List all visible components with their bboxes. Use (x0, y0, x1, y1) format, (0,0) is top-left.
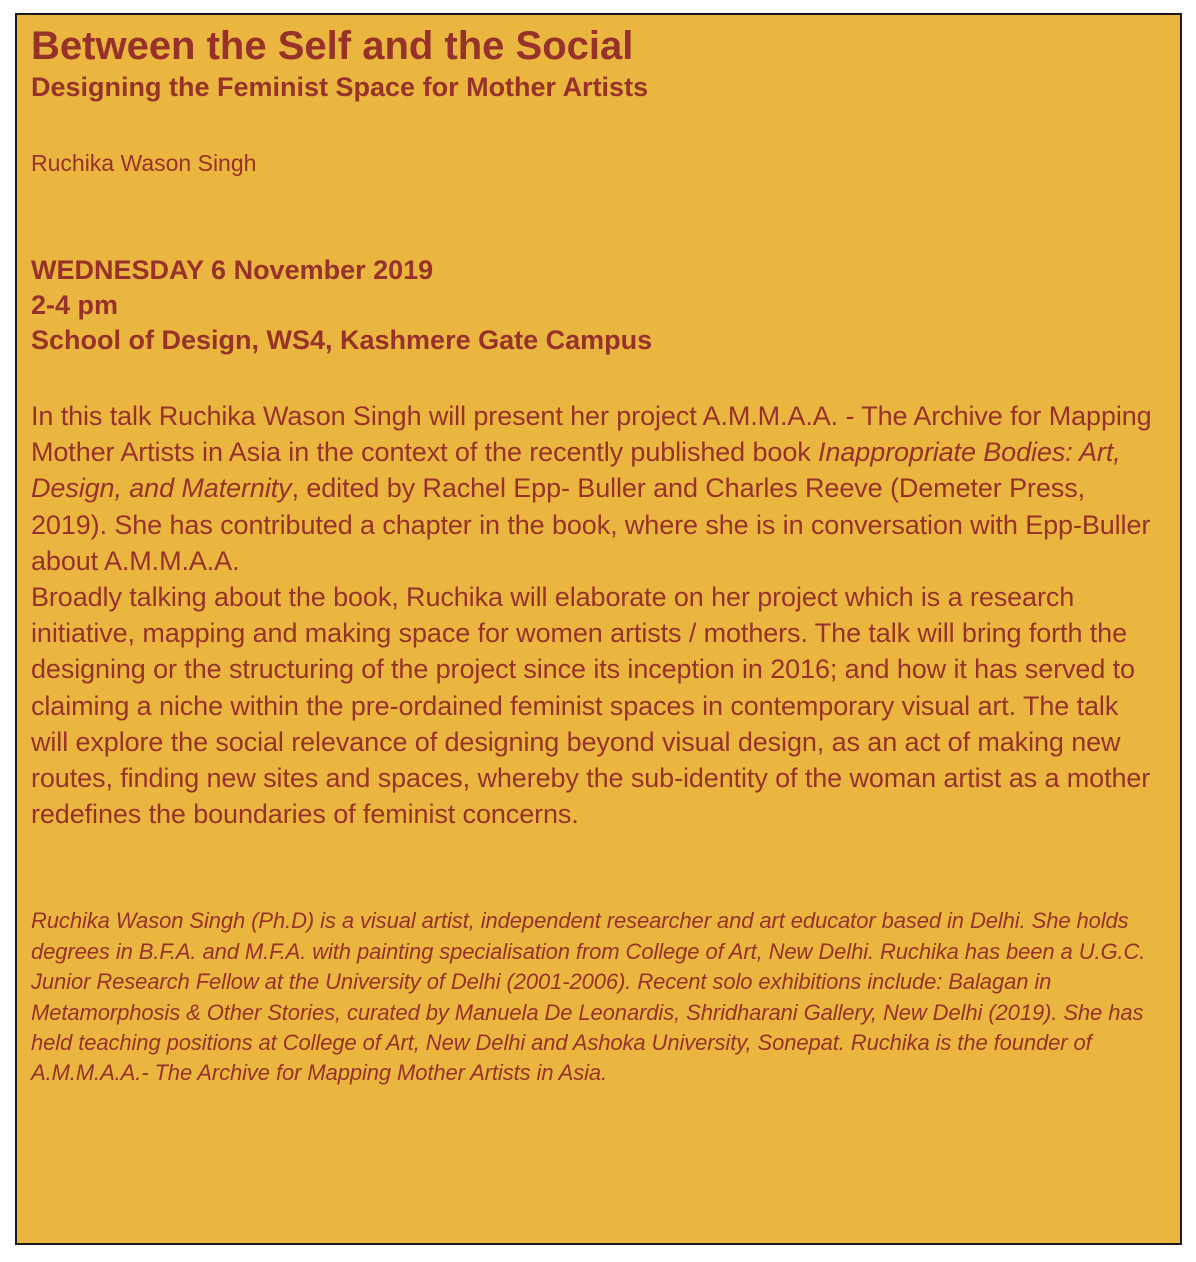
description-intro: In this talk Ruchika Wason Singh will present her project A.M.M.A.A. - The Archive for Mapping Mother Artists in Asia in the context of the recently published book (31, 401, 1152, 468)
event-flyer (15, 13, 1182, 1245)
event-date: WEDNESDAY 6 November 2019 (31, 255, 434, 285)
event-venue: School of Design, WS4, Kashmere Gate Campus (31, 325, 653, 355)
book-title: Inappropriate Bodies: Art, Design, and Maternity (31, 437, 1121, 504)
speaker-bio: Ruchika Wason Singh (Ph.D) is a visual artist, independent researcher and art educator based in Delhi. She holds degrees in B.F.A. and M.F.A. with painting specialisation from College of Art, New Delhi. Ruchika has been a U.G.C. Junior Research Fellow at the University of Delhi (2001-2006). Recent solo exhibitions include: Balagan in Metamorphosis & Other Stories, curated by Manuela De Leonardis, Shridharani Gallery, New Delhi (2019). She has held teaching positions at College of Art, New Delhi and Ashoka University, Sonepat. Ruchika is the founder of A.M.M.A.A.- The Archive for Mapping Mother Artists in Asia. (31, 908, 1146, 1086)
page-title: Between the Self and the Social (31, 24, 634, 68)
event-time: 2-4 pm (31, 290, 119, 320)
talk-description (31, 398, 1160, 832)
page-subtitle: Designing the Feminist Space for Mother Artists (31, 72, 649, 102)
description-paragraph-2: Broadly talking about the book, Ruchika will elaborate on her project which is a research initiative, mapping and making space for women artists / mothers. The talk will bring forth the designing or the structuring of the project since its inception in 2016; and how it has served to claiming a niche within the pre-ordained feminist spaces in contemporary visual art. The talk will explore the social relevance of designing beyond visual design, as an act of making new routes, finding new sites and spaces, whereby the sub-identity of the woman artist as a mother redefines the boundaries of feminist concerns. (31, 582, 1151, 830)
speaker-name: Ruchika Wason Singh (31, 150, 257, 176)
description-intro-cont: , edited by Rachel Epp- Buller and Charles Reeve (Demeter Press, 2019). She has contributed a chapter in the book, where she is in conversation with Epp-Buller about A.M.M.A.A. (31, 473, 1151, 576)
description-paragraph-1 (31, 398, 1160, 579)
event-details (31, 253, 1160, 358)
